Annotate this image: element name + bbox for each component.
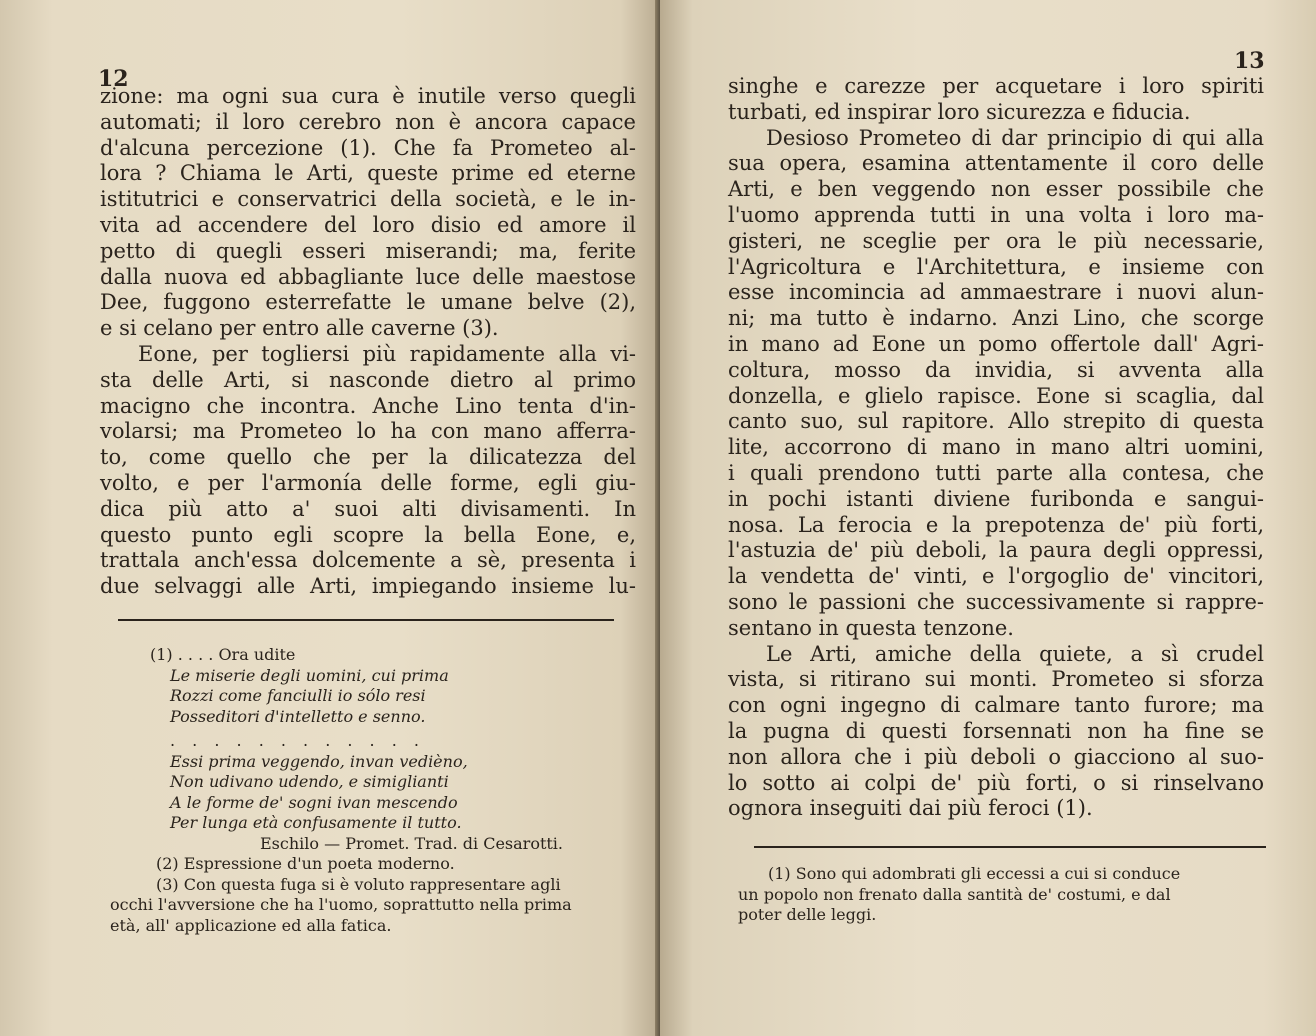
body-text-line: coltura, mosso da invidia, si avventa alla [728, 357, 1264, 382]
body-text-line: Eone, per togliersi più rapidamente alla vi- [138, 341, 636, 366]
body-text-line: e si celano per entro alle caverne (3). [100, 316, 499, 341]
body-text-line: gisteri, ne sceglie per ora le più necessarie, [728, 228, 1264, 253]
footnote-1-verse: A le forme de' sogni ivan mescendo [170, 792, 458, 812]
body-text-line: la vendetta de' vinti, e l'orgoglio de' vincitori, [728, 564, 1264, 589]
right-footnotes [738, 864, 1266, 926]
body-text-line: vita ad accendere del loro disio ed amore il [100, 212, 636, 237]
body-text-line: Dee, fuggono esterrefatte le umane belve (2), [100, 290, 636, 315]
body-text-line: automati; il loro cerebro non è ancora capace [100, 109, 636, 134]
body-text-line: lora ? Chiama le Arti, queste prime ed eterne [100, 161, 636, 186]
body-text-line: in mano ad Eone un pomo offertole dall' Agri- [728, 331, 1264, 356]
body-text-line: questo punto egli scopre la bella Eone, e, [100, 522, 636, 547]
footnote-1-verse: Le miserie degli uomini, cui prima [170, 665, 449, 685]
footnote-3-line: (3) Con questa fuga si è voluto rappresentare agli [156, 874, 561, 894]
body-text-line: non allora che i più deboli o giacciono al suo- [728, 744, 1264, 769]
body-text-line: turbati, ed inspirar loro sicurezza e fiducia. [728, 99, 1191, 124]
body-text-line: istitutrici e conservatrici della società, e le in- [100, 187, 636, 212]
footnote-rule-right [754, 846, 1266, 848]
body-text-line: dica più atto a' suoi alti divisamenti. In [100, 496, 636, 521]
body-text-line: volto, e per l'armonía delle forme, egli giu- [100, 470, 636, 495]
right-page [660, 0, 1316, 1036]
right-footnote-line: poter delle leggi. [738, 905, 877, 924]
body-text-line: lite, accorrono di mano in mano altri uomini, [728, 435, 1264, 460]
body-text-line: l'Agricoltura e l'Architettura, e insieme con [728, 254, 1264, 279]
body-text-line: l'astuzia de' più deboli, la paura degli oppressi, [728, 538, 1264, 563]
footnote-1-verse: Essi prima veggendo, invan vedièno, [170, 751, 468, 771]
body-text-line: donzella, e glielo rapisce. Eone si scaglia, dal [728, 383, 1264, 408]
footnote-1-intro: (1) . . . . Ora udite [150, 645, 296, 664]
body-text-line: volarsi; ma Prometeo lo ha con mano afferra- [100, 419, 636, 444]
footnote-1-verse: Rozzi come fanciulli io sólo resi [170, 686, 426, 705]
body-text-line: trattala anch'essa dolcemente a sè, presenta i [100, 548, 636, 573]
footnote-3-line: occhi l'avversione che ha l'uomo, soprattutto nella prima [110, 895, 572, 914]
body-text-line: la pugna di questi forsennati non ha fine se [728, 718, 1264, 743]
body-text-line: dalla nuova ed abbagliante luce delle maestose [100, 264, 636, 289]
body-text-line: nosa. La ferocia e la prepotenza de' più forti, [728, 512, 1264, 537]
left-footnotes [110, 645, 645, 936]
body-text-line: vista, si ritirano sui monti. Prometeo si sforza [728, 667, 1264, 692]
body-text-line: i quali prendono tutti parte alla contesa, che [728, 460, 1264, 485]
footnote-2: (2) Espressione d'un poeta moderno. [156, 854, 455, 873]
page-number-right: 13 [1234, 48, 1265, 74]
body-text-line: Le Arti, amiche della quiete, a sì crudel [766, 641, 1264, 666]
body-text-line: esse incomincia ad ammaestrare i nuovi alun- [728, 280, 1264, 305]
body-text-line: zione: ma ogni sua cura è inutile verso quegli [100, 84, 636, 108]
body-text-line: ni; ma tutto è indarno. Anzi Lino, che scorge [728, 306, 1264, 331]
left-body-text [100, 84, 636, 600]
body-text-line: in pochi istanti diviene furibonda e sangui- [728, 486, 1264, 511]
right-footnote-line: un popolo non frenato dalla santità de' costumi, e dal [738, 884, 1171, 904]
footnote-1-verse: Per lunga età confusamente il tutto. [170, 813, 462, 832]
footnote-1-verse: Non udivano udendo, e simiglianti [170, 772, 449, 791]
footnote-1-ellipsis: . . . . . . . . . . . . [170, 731, 425, 750]
body-text-line: ognora inseguiti dai più feroci (1). [728, 796, 1093, 821]
body-text-line: canto suo, sul rapitore. Allo strepito di questa [728, 409, 1264, 434]
body-text-line: con ogni ingegno di calmare tanto furore; ma [728, 693, 1264, 718]
body-text-line: lo sotto ai colpi de' più forti, o si rinselvano [728, 770, 1264, 795]
footnote-3-line: età, all' applicazione ed alla fatica. [110, 915, 392, 935]
footnote-1-verse: Posseditori d'intelletto e senno. [170, 706, 426, 726]
body-text-line: sta delle Arti, si nasconde dietro al primo [100, 367, 636, 392]
body-text-line: sono le passioni che successivamente si rappre- [728, 589, 1264, 614]
footnote-rule-left [118, 619, 614, 621]
body-text-line: singhe e carezze per acquetare i loro spiriti [728, 74, 1264, 98]
body-text-line: sua opera, esamina attentamente il coro delle [728, 151, 1264, 176]
right-footnote-line: (1) Sono qui adombrati gli eccessi a cui si conduce [768, 864, 1181, 883]
page-number-left: 12 [98, 66, 129, 92]
body-text-line: d'alcuna percezione (1). Che fa Prometeo al- [100, 135, 636, 160]
body-text-line: l'uomo apprenda tutti in una volta i loro ma- [728, 202, 1264, 227]
footnote-1-source: Eschilo — Promet. Trad. di Cesarotti. [260, 833, 564, 853]
body-text-line: Arti, e ben veggendo non esser possibile che [728, 177, 1264, 202]
body-text-line: Desioso Prometeo di dar principio di qui alla [766, 125, 1264, 150]
body-text-line: petto di quegli esseri miserandi; ma, ferite [100, 238, 636, 263]
body-text-line: due selvaggi alle Arti, impiegando insieme lu- [100, 574, 636, 599]
body-text-line: sentano in questa tenzone. [728, 615, 1014, 640]
body-text-line: to, come quello che per la dilicatezza del [100, 445, 636, 470]
body-text-line: macigno che incontra. Anche Lino tenta d'in- [100, 393, 636, 418]
right-body-text [728, 74, 1264, 822]
